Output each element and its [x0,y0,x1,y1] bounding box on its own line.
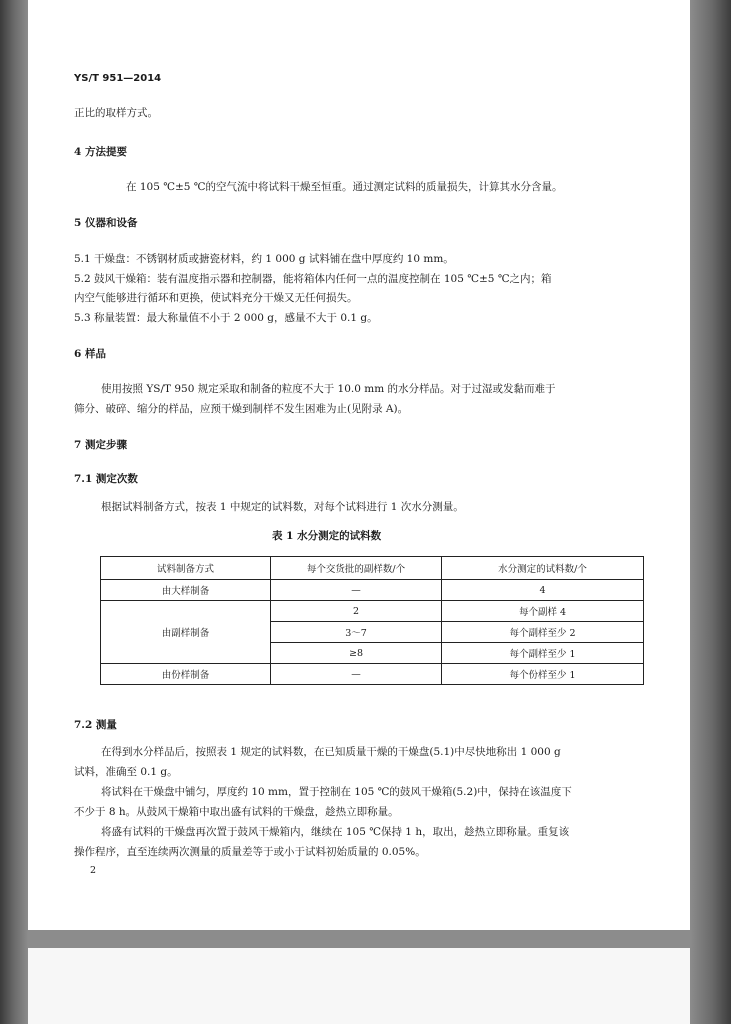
table-cell: 由大样制备 [101,580,271,601]
section-5-1: 5.1 干燥盘：不锈钢材质或搪瓷材料，约 1 000 g 试料铺在盘中厚度约 10 mm。 [74,253,454,265]
section-6-title: 6 样品 [74,348,106,360]
table-cell: 4 [442,580,644,601]
section-7-2-line-4: 不少于 8 h。从鼓风干燥箱中取出盛有试料的干燥盘，趁热立即称量。 [74,806,399,818]
section-7-2-line-6: 操作程序，直至连续两次测量的质量差等于或小于试料初始质量的 0.05%。 [74,846,426,858]
section-7-2-title: 7.2 测量 [74,719,117,731]
section-7-2-line-3: 将试料在干燥盘中铺匀，厚度约 10 mm，置于控制在 105 ℃的鼓风干燥箱(5.2)中，保持在该温度下 [101,786,572,798]
table-cell: — [271,580,442,601]
table-cell: 每个副样 4 [442,601,644,622]
table-cell: 2 [271,601,442,622]
table-row [101,601,644,622]
section-5-2-cont: 内空气能够进行循环和更换，使试料充分干燥又无任何损失。 [74,292,358,304]
table-caption: 表 1 水分测定的试料数 [272,530,382,542]
section-5-2: 5.2 鼓风干燥箱：装有温度指示器和控制器，能将箱体内任何一点的温度控制在 105 ℃±5 ℃之内；箱 [74,273,552,285]
section-4-title: 4 方法提要 [74,146,127,158]
section-7-1-title: 7.1 测定次数 [74,473,138,485]
page-number: 2 [90,865,97,876]
section-7-2-line-5: 将盛有试料的干燥盘再次置于鼓风干燥箱内，继续在 105 ℃保持 1 h，取出，趁热立即称量。重复该 [101,826,570,838]
section-7-2-line-1: 在得到水分样品后，按照表 1 规定的试料数，在已知质量干燥的干燥盘(5.1)中尽快地称出 1 000 g [101,746,561,758]
table-cell: — [271,664,442,685]
section-5-title: 5 仪器和设备 [74,217,138,229]
table-header-cell: 每个交货批的副样数/个 [271,557,442,580]
table-cell: 每个副样至少 1 [442,643,644,664]
section-5-3: 5.3 称量装置：最大称量值不小于 2 000 g，感量不大于 0.1 g。 [74,312,378,324]
table-header-cell: 试料制备方式 [101,557,271,580]
section-7-1-body: 根据试料制备方式，按表 1 中规定的试料数，对每个试料进行 1 次水分测量。 [101,501,464,513]
section-7-2-line-2: 试料，准确至 0.1 g。 [74,766,178,778]
section-6-line-1: 使用按照 YS/T 950 规定采取和制备的粒度不大于 10.0 mm 的水分样品。对于过湿或发黏而难于 [101,383,556,395]
table-header-cell: 水分测定的试料数/个 [442,557,644,580]
section-7-title: 7 测定步骤 [74,439,127,451]
standard-code: YS/T 951—2014 [74,73,162,84]
table-cell: 由副样制备 [101,601,271,664]
document-page [28,0,690,930]
table-cell: 每个副样至少 2 [442,622,644,643]
table-cell: 每个份样至少 1 [442,664,644,685]
table-header-row [101,557,644,580]
section-6-line-2: 筛分、破碎、缩分的样品，应预干燥到制样不发生困难为止(见附录 A)。 [74,403,409,415]
table-cell: 由份样制备 [101,664,271,685]
table-cell: 3～7 [271,622,442,643]
section-4-body: 在 105 ℃±5 ℃的空气流中将试料干燥至恒重。通过测定试料的质量损失，计算其水分含量。 [126,181,563,193]
table-cell: ≥8 [271,643,442,664]
moisture-sample-table [100,556,644,685]
table-row [101,664,644,685]
table-row [101,580,644,601]
intro-text: 正比的取样方式。 [74,107,158,119]
next-page-preview [28,948,690,1024]
